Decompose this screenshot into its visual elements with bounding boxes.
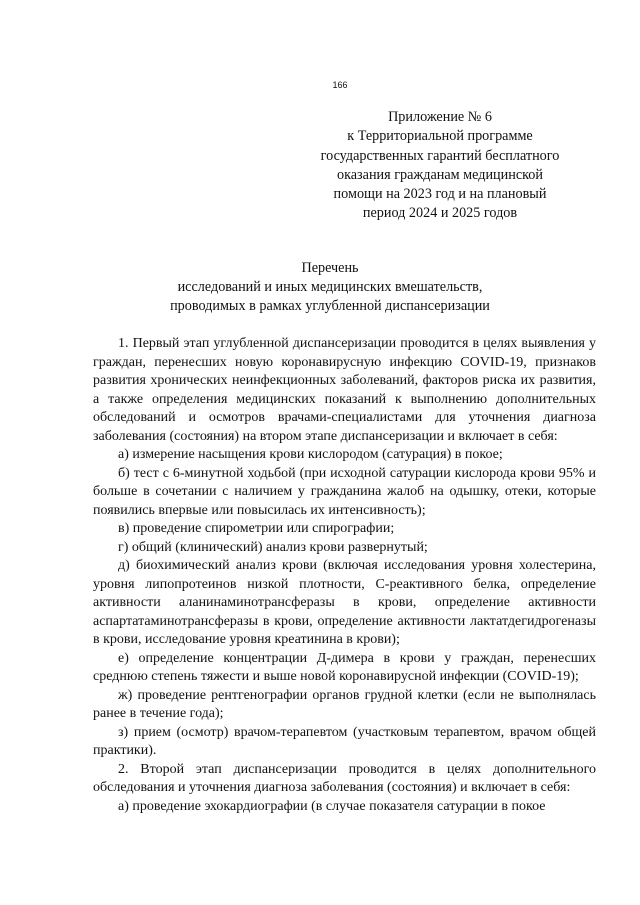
paragraph-section-2: 2. Второй этап диспансеризации проводится в целях дополнительного обследования и уточнения диагноза заболевания (состояния) и включает в себя: [93,761,596,795]
paragraph-item-a: а) измерение насыщения крови кислородом (сатурация) в покое; [118,447,503,462]
paragraph-item-z: з) прием (осмотр) врачом-терапевтом (участковым терапевтом, врачом общей практики). [93,724,596,758]
appendix-line: период 2024 и 2025 годов [362,205,518,222]
appendix-line: государственных гарантий бесплатного [320,147,560,164]
paragraph-item-v: в) проведение спирометрии или спирографии; [118,521,395,536]
document-body [93,335,596,816]
paragraph-item-b: б) тест с 6-минутной ходьбой (при исходной сатурации кислорода крови 95% и больше в сочетании с наличием у гражданина жалоб на одышку, отеки, которые появились впервые или повысилась их интенсивность); [93,465,596,518]
appendix-line: Приложение № 6 [388,109,492,125]
page-number: 166 [332,80,348,90]
title-line: исследований и иных медицинских вмешательств, [177,279,483,295]
document-title [60,259,600,316]
appendix-line: к Территориальной программе [347,128,533,145]
title-line: Перечень [301,260,359,276]
appendix-note [300,108,580,224]
paragraph-item-e: е) определение концентрации Д-димера в крови у граждан, перенесших среднюю степень тяжести и выше новой коронавирусной инфекции (COVID-19); [93,650,596,684]
title-line: проводимых в рамках углубленной диспансеризации [170,298,490,314]
appendix-line: оказания гражданам медицинской [336,166,543,183]
paragraph-section-1: 1. Первый этап углубленной диспансеризации проводится в целях выявления у граждан, перенесших новую коронавирусную инфекцию COVID-19, признаков развития хронических неинфекционных заболеваний, факторов риска их развития, а также определения медицинских показаний к выполнению дополнительных обследований и осмотров врачами-специалистами для уточнения диагноза заболевания (состояния) на втором этапе диспансеризации и включает в себя: [93,336,596,444]
paragraph-item-zh: ж) проведение рентгенографии органов грудной клетки (если не выполнялась ранее в течение года); [93,687,596,721]
appendix-line: помощи на 2023 год и на плановый [333,186,547,203]
paragraph-item-d: д) биохимический анализ крови (включая исследования уровня холестерина, уровня липопротеинов низкой плотности, С-реактивного белка, определение активности аланинаминотрансферазы в крови, определение активности аспартатаминотрансферазы в крови, определение активности лактатдегидрогеназы в крови, исследование уровня креатинина в крови); [93,558,596,647]
paragraph-section-2-item-a: а) проведение эхокардиографии (в случае показателя сатурации в покое [118,798,546,814]
paragraph-item-g: г) общий (клинический) анализ крови развернутый; [118,539,428,555]
